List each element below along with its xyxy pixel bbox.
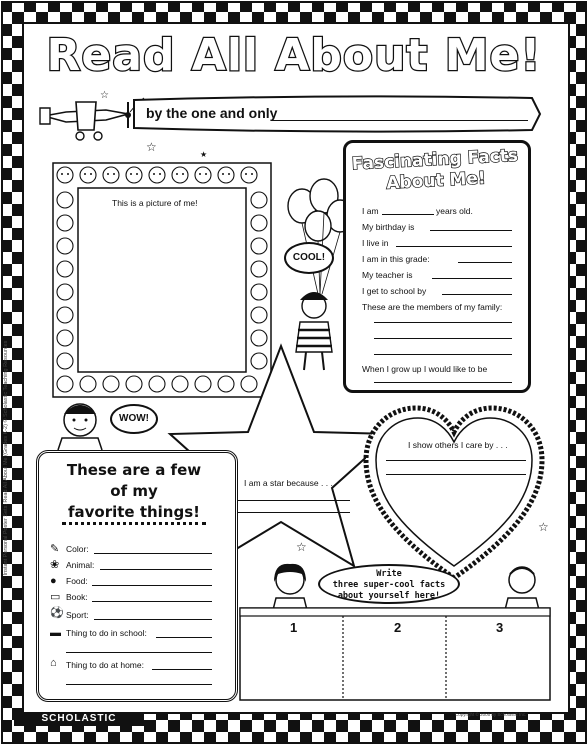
heart-line-1[interactable]	[386, 460, 526, 461]
fact-teacher-line[interactable]	[432, 278, 512, 279]
fact-birthday-line[interactable]	[430, 230, 512, 231]
fact-birthday-label: My birthday is	[362, 222, 415, 232]
star-decoration-icon-4: ☆	[296, 540, 307, 554]
column-3-label: 3	[496, 620, 504, 635]
fav-animal-line[interactable]	[100, 569, 212, 570]
cool-bubble: COOL!	[284, 242, 334, 274]
house-icon: ⌂	[50, 657, 57, 669]
fav-sport-line[interactable]	[94, 619, 212, 620]
fact-grade-label: I am in this grade:	[362, 254, 430, 264]
copyright-text: Copyright © 2005 by Scholastic Inc.	[455, 712, 527, 717]
star-decoration-icon-5: ☆	[538, 520, 549, 534]
fav-home-label: Thing to do at home:	[66, 660, 144, 670]
dotted-divider	[62, 522, 206, 525]
cool-facts-bubble: Write three super-cool facts about yourself here!	[318, 564, 460, 604]
fav-book-line[interactable]	[92, 601, 212, 602]
fav-home-line-2[interactable]	[66, 684, 212, 685]
apple-icon: ●	[50, 575, 57, 587]
crayon-icon: ✎	[50, 543, 60, 555]
fact-school-line[interactable]	[442, 294, 512, 295]
name-line[interactable]	[272, 120, 528, 121]
fact-age-suffix: years old.	[436, 206, 473, 216]
fact-live-label: I live in	[362, 238, 389, 248]
fact-live-line[interactable]	[396, 246, 512, 247]
fact-grow-up-label: When I grow up I would like to be	[362, 364, 488, 374]
fact-family-label: These are the members of my family:	[362, 302, 503, 312]
ball-icon: ⚽	[50, 607, 64, 619]
book-icon: ▭	[50, 591, 61, 603]
fav-animal-label: Animal:	[66, 560, 95, 570]
fav-school-line-2[interactable]	[66, 652, 212, 653]
star-decoration-icon-3: ★	[200, 150, 208, 159]
school-bus-icon: ▬	[50, 627, 61, 639]
fact-family-line-2[interactable]	[374, 338, 512, 339]
facts-title: Fascinating Facts About Me!	[351, 145, 519, 194]
fact-teacher-label: My teacher is	[362, 270, 413, 280]
paw-icon: ❀	[50, 559, 60, 571]
star-decoration-icon-2: ☆	[146, 140, 157, 154]
fav-food-label: Food:	[66, 576, 88, 586]
fav-school-line-1[interactable]	[156, 637, 212, 638]
column-2-label: 2	[394, 620, 402, 635]
wow-bubble: WOW!	[110, 404, 158, 434]
fact-age-label: I am	[362, 206, 379, 216]
fav-color-line[interactable]	[94, 553, 212, 554]
star-decoration-icon: ☆	[100, 90, 109, 101]
heart-prompt: I show others I care by . . .	[408, 440, 508, 450]
fact-grade-line[interactable]	[458, 262, 512, 263]
fav-school-label: Thing to do in school:	[66, 628, 147, 638]
fav-color-label: Color:	[66, 544, 89, 554]
side-credit: Instant Personal Poster Sets: Read All About Me (Grades K-2) © Scholastic Teaching Resources	[3, 340, 9, 576]
column-1-label: 1	[290, 620, 298, 635]
heart-shape	[360, 400, 548, 586]
byline-label: by the one and only	[146, 105, 278, 121]
heart-line-2[interactable]	[386, 474, 526, 475]
fav-book-label: Book:	[66, 592, 88, 602]
picture-caption: This is a picture of me!	[112, 198, 198, 208]
page-title: Read All About Me!	[46, 30, 542, 81]
fact-family-line-1[interactable]	[374, 322, 512, 323]
star-prompt: I am a star because . . .	[244, 478, 333, 488]
publisher-logo: SCHOLASTIC	[14, 712, 144, 726]
star-line-1[interactable]	[222, 500, 350, 501]
star-line-2[interactable]	[222, 512, 350, 513]
boy-illustration	[52, 398, 114, 452]
fav-food-line[interactable]	[92, 585, 212, 586]
fav-home-line-1[interactable]	[152, 669, 212, 670]
favorites-title: These are a few of my favorite things!	[66, 461, 202, 521]
airplane-illustration	[36, 82, 146, 144]
fact-age-line[interactable]	[382, 214, 434, 215]
fav-sport-label: Sport:	[66, 610, 89, 620]
fact-school-label: I get to school by	[362, 286, 427, 296]
